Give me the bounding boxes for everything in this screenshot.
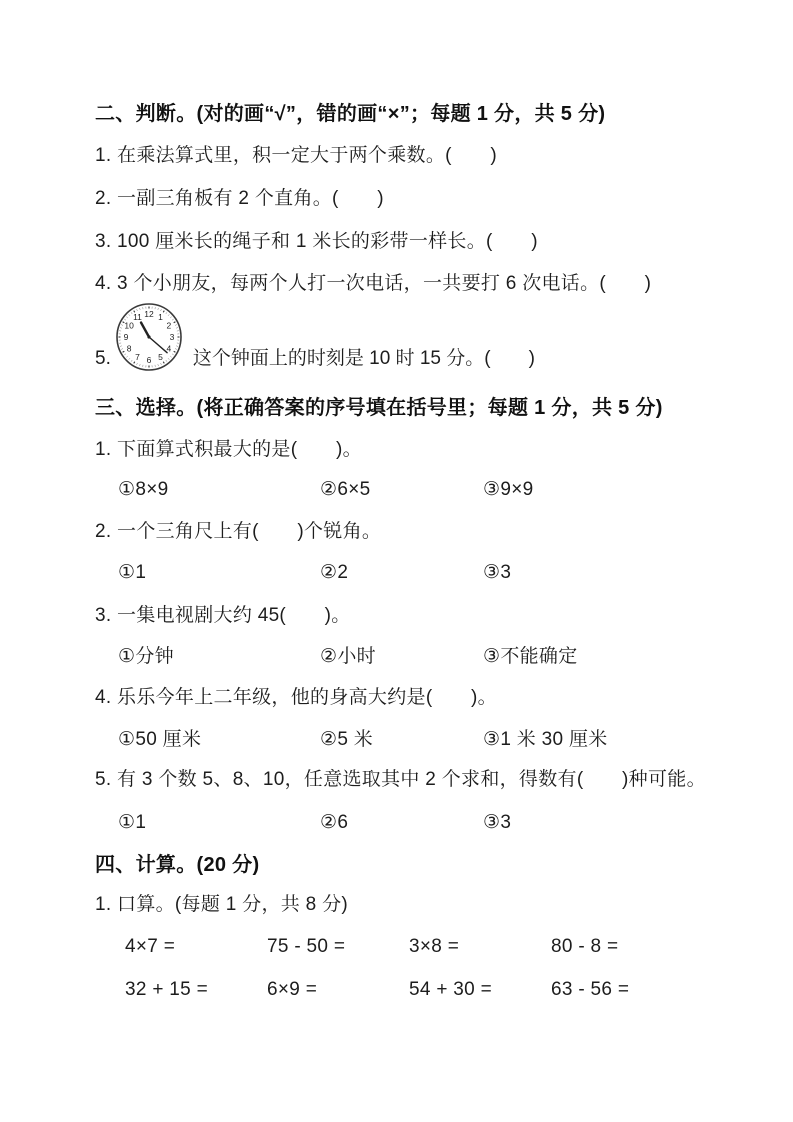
choice-question-1: 1. 下面算式积最大的是( )。 — [95, 439, 362, 460]
clock-icon — [115, 302, 183, 372]
clock-number: 5 — [157, 352, 163, 363]
judge-item-5-text: 这个钟面上的时刻是 10 时 15 分。( ) — [192, 348, 535, 369]
choice-options-3 — [118, 644, 578, 670]
clock-number: 4 — [166, 343, 172, 354]
calc-expression: 75 - 50 = — [267, 936, 346, 957]
clock-center-dot — [147, 335, 150, 338]
calc-expression: 3×8 = — [409, 936, 460, 957]
clock-number: 1 — [157, 312, 163, 323]
clock-number: 11 — [132, 312, 142, 323]
calc-row-1 — [125, 934, 693, 960]
section-calc-title: 四、计算。(20 分) — [95, 854, 260, 876]
section-judge-title: 二、判断。(对的画“√”，错的画“×”；每题 1 分，共 5 分) — [95, 103, 606, 125]
clock-number: 2 — [166, 320, 172, 331]
clock-number: 8 — [126, 343, 132, 354]
choice-option: ②6×5 — [320, 479, 371, 500]
choice-option: ③3 — [483, 812, 512, 833]
choice-options-5 — [118, 810, 511, 836]
calc-expression: 80 - 8 = — [551, 936, 619, 957]
calc-subtitle: 1. 口算。(每题 1 分，共 8 分) — [95, 894, 349, 915]
choice-option: ①50 厘米 — [118, 729, 202, 750]
calc-expression: 4×7 = — [125, 936, 176, 957]
clock-number: 10 — [124, 320, 134, 331]
choice-option: ①分钟 — [118, 646, 174, 667]
calc-expression: 63 - 56 = — [551, 979, 630, 1000]
choice-option: ③3 — [483, 562, 512, 583]
judge-item-5-number: 5. — [95, 348, 111, 369]
judge-item-5 — [95, 300, 535, 372]
judge-item-2: 2. 一副三角板有 2 个直角。( ) — [95, 188, 384, 209]
choice-option: ②6 — [320, 812, 349, 833]
choice-options-4 — [118, 727, 608, 753]
choice-option: ③9×9 — [483, 479, 534, 500]
choice-option: ③1 米 30 厘米 — [483, 729, 608, 750]
calc-expression: 54 + 30 = — [409, 979, 492, 1000]
clock-number: 3 — [169, 332, 175, 343]
choice-option: ③不能确定 — [483, 646, 578, 667]
choice-options-2 — [118, 560, 511, 586]
choice-option: ①8×9 — [118, 479, 169, 500]
section-choice-title: 三、选择。(将正确答案的序号填在括号里；每题 1 分，共 5 分) — [95, 397, 663, 419]
clock-number: 6 — [146, 355, 152, 366]
clock-number: 9 — [123, 332, 129, 343]
judge-item-1: 1. 在乘法算式里，积一定大于两个乘数。( ) — [95, 145, 497, 166]
choice-options-1 — [118, 477, 533, 503]
judge-item-4: 4. 3 个小朋友，每两个人打一次电话，一共要打 6 次电话。( ) — [95, 273, 652, 294]
choice-question-4: 4. 乐乐今年上二年级，他的身高大约是( )。 — [95, 687, 497, 708]
choice-question-5: 5. 有 3 个数 5、8、10，任意选取其中 2 个求和，得数有( )种可能。 — [95, 769, 706, 790]
clock-number: 12 — [144, 309, 154, 320]
choice-question-2: 2. 一个三角尺上有( )个锐角。 — [95, 521, 382, 542]
choice-option: ②2 — [320, 562, 349, 583]
choice-option: ①1 — [118, 562, 147, 583]
choice-option: ②5 米 — [320, 729, 374, 750]
calc-expression: 32 + 15 = — [125, 979, 208, 1000]
clock-number: 7 — [134, 352, 140, 363]
choice-option: ①1 — [118, 812, 147, 833]
choice-option: ②小时 — [320, 646, 376, 667]
calc-row-2 — [125, 977, 693, 1003]
calc-expression: 6×9 = — [267, 979, 318, 1000]
choice-question-3: 3. 一集电视剧大约 45( )。 — [95, 605, 351, 626]
judge-item-3: 3. 100 厘米长的绳子和 1 米长的彩带一样长。( ) — [95, 231, 538, 252]
